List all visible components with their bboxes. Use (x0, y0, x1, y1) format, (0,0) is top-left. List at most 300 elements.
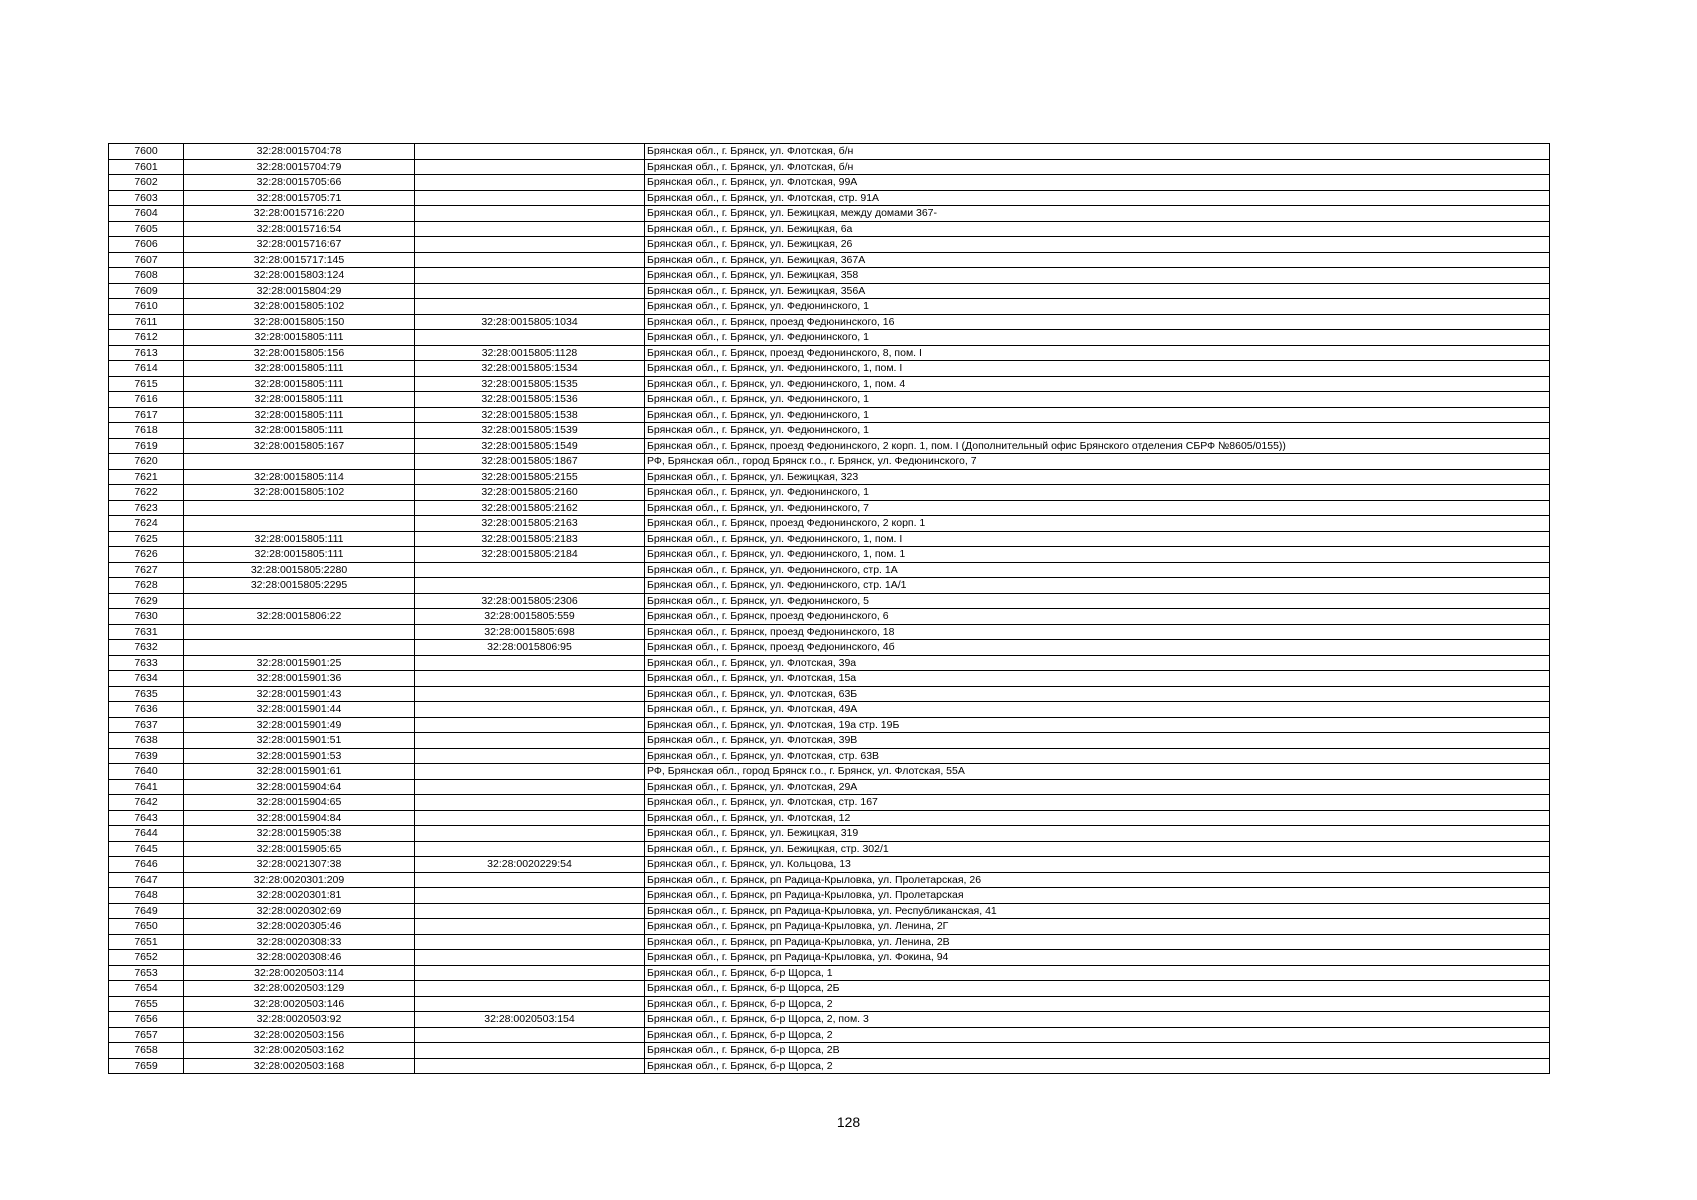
row-number-cell: 7640 (109, 764, 184, 780)
row-number-cell: 7646 (109, 857, 184, 873)
row-number-cell: 7655 (109, 996, 184, 1012)
land-cadastral-number-cell: 32:28:0015806:22 (184, 609, 415, 625)
address-cell: Брянская обл., г. Брянск, ул. Флотская, 29А (645, 779, 1550, 795)
object-cadastral-number-cell (415, 826, 645, 842)
object-cadastral-number-cell (415, 950, 645, 966)
address-cell: РФ, Брянская обл., город Брянск г.о., г. Брянск, ул. Федюнинского, 7 (645, 454, 1550, 470)
table-row (109, 376, 1550, 392)
object-cadastral-number-cell: 32:28:0015805:1549 (415, 438, 645, 454)
object-cadastral-number-cell (415, 268, 645, 284)
land-cadastral-number-cell: 32:28:0015901:51 (184, 733, 415, 749)
address-cell: Брянская обл., г. Брянск, ул. Федюнинского, стр. 1А/1 (645, 578, 1550, 594)
address-cell: Брянская обл., г. Брянск, ул. Флотская, б/н (645, 144, 1550, 160)
land-cadastral-number-cell: 32:28:0015805:111 (184, 547, 415, 563)
row-number-cell: 7637 (109, 717, 184, 733)
row-number-cell: 7656 (109, 1012, 184, 1028)
address-cell: Брянская обл., г. Брянск, проезд Федюнинского, 2 корп. 1, пом. I (Дополнительный офис Брянского отделения СБРФ №8605/0155)) (645, 438, 1550, 454)
address-cell: Брянская обл., г. Брянск, ул. Бежицкая, 323 (645, 469, 1550, 485)
land-cadastral-number-cell: 32:28:0015805:114 (184, 469, 415, 485)
land-cadastral-number-cell: 32:28:0020503:129 (184, 981, 415, 997)
table-row (109, 872, 1550, 888)
land-cadastral-number-cell: 32:28:0015904:64 (184, 779, 415, 795)
table-row (109, 469, 1550, 485)
land-cadastral-number-cell: 32:28:0015805:111 (184, 531, 415, 547)
row-number-cell: 7625 (109, 531, 184, 547)
row-number-cell: 7600 (109, 144, 184, 160)
land-cadastral-number-cell: 32:28:0015716:54 (184, 221, 415, 237)
row-number-cell: 7603 (109, 190, 184, 206)
row-number-cell: 7619 (109, 438, 184, 454)
land-cadastral-number-cell: 32:28:0015805:111 (184, 330, 415, 346)
table-row (109, 764, 1550, 780)
address-cell: Брянская обл., г. Брянск, проезд Федюнинского, 18 (645, 624, 1550, 640)
object-cadastral-number-cell: 32:28:0015805:2184 (415, 547, 645, 563)
row-number-cell: 7659 (109, 1058, 184, 1074)
land-cadastral-number-cell: 32:28:0015901:53 (184, 748, 415, 764)
table-row (109, 1058, 1550, 1074)
table-row (109, 826, 1550, 842)
row-number-cell: 7649 (109, 903, 184, 919)
address-cell: Брянская обл., г. Брянск, б-р Щорса, 2, пом. 3 (645, 1012, 1550, 1028)
land-cadastral-number-cell: 32:28:0020503:92 (184, 1012, 415, 1028)
address-cell: Брянская обл., г. Брянск, ул. Федюнинского, 5 (645, 593, 1550, 609)
object-cadastral-number-cell (415, 779, 645, 795)
table-row (109, 609, 1550, 625)
table-row (109, 345, 1550, 361)
land-cadastral-number-cell: 32:28:0015901:36 (184, 671, 415, 687)
row-number-cell: 7613 (109, 345, 184, 361)
row-number-cell: 7639 (109, 748, 184, 764)
address-cell: Брянская обл., г. Брянск, ул. Бежицкая, 319 (645, 826, 1550, 842)
object-cadastral-number-cell: 32:28:0015805:2162 (415, 500, 645, 516)
table-row (109, 857, 1550, 873)
object-cadastral-number-cell (415, 330, 645, 346)
address-cell: Брянская обл., г. Брянск, ул. Федюнинского, стр. 1А (645, 562, 1550, 578)
land-cadastral-number-cell (184, 516, 415, 532)
row-number-cell: 7623 (109, 500, 184, 516)
table-row (109, 531, 1550, 547)
object-cadastral-number-cell: 32:28:0015806:95 (415, 640, 645, 656)
row-number-cell: 7624 (109, 516, 184, 532)
table-row (109, 965, 1550, 981)
land-cadastral-number-cell: 32:28:0015705:66 (184, 175, 415, 191)
table-row (109, 717, 1550, 733)
table-row (109, 950, 1550, 966)
table-row (109, 934, 1550, 950)
address-cell: Брянская обл., г. Брянск, ул. Федюнинского, 1 (645, 392, 1550, 408)
address-cell: Брянская обл., г. Брянск, ул. Кольцова, 13 (645, 857, 1550, 873)
address-cell: Брянская обл., г. Брянск, рп Радица-Крыловка, ул. Фокина, 94 (645, 950, 1550, 966)
row-number-cell: 7627 (109, 562, 184, 578)
table-row (109, 268, 1550, 284)
row-number-cell: 7648 (109, 888, 184, 904)
row-number-cell: 7630 (109, 609, 184, 625)
table-row (109, 686, 1550, 702)
row-number-cell: 7604 (109, 206, 184, 222)
land-cadastral-number-cell: 32:28:0020301:81 (184, 888, 415, 904)
row-number-cell: 7612 (109, 330, 184, 346)
land-cadastral-number-cell (184, 454, 415, 470)
land-cadastral-number-cell: 32:28:0015717:145 (184, 252, 415, 268)
land-cadastral-number-cell: 32:28:0020308:33 (184, 934, 415, 950)
row-number-cell: 7635 (109, 686, 184, 702)
table-row (109, 841, 1550, 857)
address-cell: Брянская обл., г. Брянск, ул. Флотская, 39а (645, 655, 1550, 671)
object-cadastral-number-cell (415, 562, 645, 578)
object-cadastral-number-cell: 32:28:0015805:1538 (415, 407, 645, 423)
row-number-cell: 7610 (109, 299, 184, 315)
land-cadastral-number-cell: 32:28:0015805:111 (184, 361, 415, 377)
land-cadastral-number-cell: 32:28:0015805:102 (184, 299, 415, 315)
address-cell: Брянская обл., г. Брянск, ул. Федюнинского, 7 (645, 500, 1550, 516)
land-cadastral-number-cell: 32:28:0015803:124 (184, 268, 415, 284)
land-cadastral-number-cell: 32:28:0015705:71 (184, 190, 415, 206)
address-cell: Брянская обл., г. Брянск, ул. Флотская, б/н (645, 159, 1550, 175)
object-cadastral-number-cell: 32:28:0015805:1539 (415, 423, 645, 439)
land-cadastral-number-cell: 32:28:0015805:111 (184, 376, 415, 392)
land-cadastral-number-cell: 32:28:0015901:44 (184, 702, 415, 718)
land-cadastral-number-cell: 32:28:0015904:65 (184, 795, 415, 811)
land-cadastral-number-cell: 32:28:0015805:111 (184, 407, 415, 423)
table-row (109, 1043, 1550, 1059)
address-cell: Брянская обл., г. Брянск, рп Радица-Крыловка, ул. Пролетарская, 26 (645, 872, 1550, 888)
table-row (109, 221, 1550, 237)
row-number-cell: 7638 (109, 733, 184, 749)
table-row (109, 624, 1550, 640)
table-row (109, 702, 1550, 718)
address-cell: Брянская обл., г. Брянск, ул. Бежицкая, стр. 302/1 (645, 841, 1550, 857)
address-cell: Брянская обл., г. Брянск, проезд Федюнинского, 6 (645, 609, 1550, 625)
land-cadastral-number-cell: 32:28:0015904:84 (184, 810, 415, 826)
table-row (109, 314, 1550, 330)
row-number-cell: 7651 (109, 934, 184, 950)
address-cell: Брянская обл., г. Брянск, ул. Флотская, 99А (645, 175, 1550, 191)
address-cell: Брянская обл., г. Брянск, ул. Федюнинского, 1 (645, 423, 1550, 439)
address-cell: Брянская обл., г. Брянск, ул. Флотская, 39В (645, 733, 1550, 749)
address-cell: Брянская обл., г. Брянск, ул. Флотская, 63Б (645, 686, 1550, 702)
object-cadastral-number-cell: 32:28:0015805:559 (415, 609, 645, 625)
address-cell: Брянская обл., г. Брянск, проезд Федюнинского, 2 корп. 1 (645, 516, 1550, 532)
object-cadastral-number-cell: 32:28:0015805:2163 (415, 516, 645, 532)
registry-table (108, 143, 1550, 1074)
row-number-cell: 7633 (109, 655, 184, 671)
land-cadastral-number-cell: 32:28:0015901:43 (184, 686, 415, 702)
land-cadastral-number-cell: 32:28:0015804:29 (184, 283, 415, 299)
row-number-cell: 7647 (109, 872, 184, 888)
row-number-cell: 7621 (109, 469, 184, 485)
row-number-cell: 7602 (109, 175, 184, 191)
object-cadastral-number-cell (415, 872, 645, 888)
address-cell: Брянская обл., г. Брянск, ул. Федюнинского, 1 (645, 299, 1550, 315)
object-cadastral-number-cell (415, 221, 645, 237)
land-cadastral-number-cell: 32:28:0020503:146 (184, 996, 415, 1012)
address-cell: РФ, Брянская обл., город Брянск г.о., г. Брянск, ул. Флотская, 55А (645, 764, 1550, 780)
address-cell: Брянская обл., г. Брянск, рп Радица-Крыловка, ул. Республиканская, 41 (645, 903, 1550, 919)
address-cell: Брянская обл., г. Брянск, ул. Федюнинского, 1, пом. I (645, 531, 1550, 547)
row-number-cell: 7643 (109, 810, 184, 826)
table-row (109, 159, 1550, 175)
address-cell: Брянская обл., г. Брянск, б-р Щорса, 2 (645, 1027, 1550, 1043)
table-row (109, 733, 1550, 749)
object-cadastral-number-cell: 32:28:0015805:1128 (415, 345, 645, 361)
row-number-cell: 7620 (109, 454, 184, 470)
object-cadastral-number-cell (415, 965, 645, 981)
table-row (109, 578, 1550, 594)
address-cell: Брянская обл., г. Брянск, ул. Бежицкая, 358 (645, 268, 1550, 284)
row-number-cell: 7632 (109, 640, 184, 656)
land-cadastral-number-cell: 32:28:0015805:2295 (184, 578, 415, 594)
address-cell: Брянская обл., г. Брянск, ул. Флотская, 12 (645, 810, 1550, 826)
address-cell: Брянская обл., г. Брянск, б-р Щорса, 2Б (645, 981, 1550, 997)
table-row (109, 438, 1550, 454)
table-row (109, 206, 1550, 222)
row-number-cell: 7626 (109, 547, 184, 563)
row-number-cell: 7629 (109, 593, 184, 609)
land-cadastral-number-cell: 32:28:0015805:2280 (184, 562, 415, 578)
object-cadastral-number-cell (415, 144, 645, 160)
address-cell: Брянская обл., г. Брянск, рп Радица-Крыловка, ул. Ленина, 2В (645, 934, 1550, 950)
table-row (109, 640, 1550, 656)
table-row (109, 516, 1550, 532)
table-row (109, 1027, 1550, 1043)
address-cell: Брянская обл., г. Брянск, ул. Флотская, 15а (645, 671, 1550, 687)
address-cell: Брянская обл., г. Брянск, ул. Федюнинского, 1, пом. 1 (645, 547, 1550, 563)
address-cell: Брянская обл., г. Брянск, ул. Флотская, стр. 91А (645, 190, 1550, 206)
object-cadastral-number-cell: 32:28:0015805:2155 (415, 469, 645, 485)
object-cadastral-number-cell (415, 237, 645, 253)
land-cadastral-number-cell: 32:28:0015805:167 (184, 438, 415, 454)
table-row (109, 330, 1550, 346)
row-number-cell: 7645 (109, 841, 184, 857)
address-cell: Брянская обл., г. Брянск, ул. Флотская, 49А (645, 702, 1550, 718)
address-cell: Брянская обл., г. Брянск, ул. Федюнинского, 1, пом. I (645, 361, 1550, 377)
address-cell: Брянская обл., г. Брянск, ул. Федюнинского, 1 (645, 407, 1550, 423)
table-row (109, 500, 1550, 516)
land-cadastral-number-cell: 32:28:0020308:46 (184, 950, 415, 966)
object-cadastral-number-cell (415, 1058, 645, 1074)
object-cadastral-number-cell (415, 1043, 645, 1059)
land-cadastral-number-cell: 32:28:0020503:162 (184, 1043, 415, 1059)
table-row (109, 485, 1550, 501)
land-cadastral-number-cell (184, 624, 415, 640)
table-row (109, 655, 1550, 671)
object-cadastral-number-cell (415, 810, 645, 826)
row-number-cell: 7642 (109, 795, 184, 811)
object-cadastral-number-cell: 32:28:0015805:1535 (415, 376, 645, 392)
object-cadastral-number-cell (415, 578, 645, 594)
land-cadastral-number-cell: 32:28:0015805:150 (184, 314, 415, 330)
address-cell: Брянская обл., г. Брянск, ул. Бежицкая, 367А (645, 252, 1550, 268)
land-cadastral-number-cell: 32:28:0015805:111 (184, 392, 415, 408)
land-cadastral-number-cell: 32:28:0020503:168 (184, 1058, 415, 1074)
address-cell: Брянская обл., г. Брянск, проезд Федюнинского, 16 (645, 314, 1550, 330)
land-cadastral-number-cell: 32:28:0021307:38 (184, 857, 415, 873)
row-number-cell: 7609 (109, 283, 184, 299)
row-number-cell: 7606 (109, 237, 184, 253)
row-number-cell: 7631 (109, 624, 184, 640)
land-cadastral-number-cell: 32:28:0015704:78 (184, 144, 415, 160)
row-number-cell: 7652 (109, 950, 184, 966)
table-row (109, 361, 1550, 377)
table-row (109, 144, 1550, 160)
object-cadastral-number-cell (415, 733, 645, 749)
land-cadastral-number-cell: 32:28:0015901:61 (184, 764, 415, 780)
row-number-cell: 7653 (109, 965, 184, 981)
land-cadastral-number-cell: 32:28:0015704:79 (184, 159, 415, 175)
row-number-cell: 7615 (109, 376, 184, 392)
table-row (109, 996, 1550, 1012)
table-row (109, 593, 1550, 609)
address-cell: Брянская обл., г. Брянск, ул. Бежицкая, между домами 367- (645, 206, 1550, 222)
row-number-cell: 7618 (109, 423, 184, 439)
table-row (109, 888, 1550, 904)
row-number-cell: 7657 (109, 1027, 184, 1043)
land-cadastral-number-cell: 32:28:0020305:46 (184, 919, 415, 935)
object-cadastral-number-cell (415, 159, 645, 175)
object-cadastral-number-cell (415, 206, 645, 222)
row-number-cell: 7654 (109, 981, 184, 997)
object-cadastral-number-cell (415, 795, 645, 811)
table-row (109, 175, 1550, 191)
object-cadastral-number-cell (415, 702, 645, 718)
table-row (109, 748, 1550, 764)
object-cadastral-number-cell (415, 888, 645, 904)
object-cadastral-number-cell (415, 981, 645, 997)
table-row (109, 283, 1550, 299)
object-cadastral-number-cell (415, 686, 645, 702)
address-cell: Брянская обл., г. Брянск, б-р Щорса, 2 (645, 996, 1550, 1012)
object-cadastral-number-cell (415, 841, 645, 857)
address-cell: Брянская обл., г. Брянск, ул. Бежицкая, 26 (645, 237, 1550, 253)
table-row (109, 407, 1550, 423)
row-number-cell: 7601 (109, 159, 184, 175)
land-cadastral-number-cell: 32:28:0015716:67 (184, 237, 415, 253)
land-cadastral-number-cell (184, 640, 415, 656)
table-row (109, 252, 1550, 268)
address-cell: Брянская обл., г. Брянск, ул. Федюнинского, 1 (645, 485, 1550, 501)
land-cadastral-number-cell: 32:28:0015805:156 (184, 345, 415, 361)
table-row (109, 779, 1550, 795)
object-cadastral-number-cell: 32:28:0015805:698 (415, 624, 645, 640)
row-number-cell: 7611 (109, 314, 184, 330)
address-cell: Брянская обл., г. Брянск, ул. Флотская, 19а стр. 19Б (645, 717, 1550, 733)
address-cell: Брянская обл., г. Брянск, ул. Бежицкая, 356А (645, 283, 1550, 299)
object-cadastral-number-cell: 32:28:0020229:54 (415, 857, 645, 873)
object-cadastral-number-cell (415, 764, 645, 780)
row-number-cell: 7622 (109, 485, 184, 501)
object-cadastral-number-cell (415, 748, 645, 764)
object-cadastral-number-cell (415, 934, 645, 950)
land-cadastral-number-cell: 32:28:0015805:111 (184, 423, 415, 439)
row-number-cell: 7644 (109, 826, 184, 842)
row-number-cell: 7616 (109, 392, 184, 408)
object-cadastral-number-cell: 32:28:0015805:1034 (415, 314, 645, 330)
row-number-cell: 7634 (109, 671, 184, 687)
land-cadastral-number-cell: 32:28:0020503:156 (184, 1027, 415, 1043)
row-number-cell: 7605 (109, 221, 184, 237)
table-row (109, 423, 1550, 439)
object-cadastral-number-cell (415, 903, 645, 919)
row-number-cell: 7628 (109, 578, 184, 594)
object-cadastral-number-cell: 32:28:0020503:154 (415, 1012, 645, 1028)
object-cadastral-number-cell (415, 283, 645, 299)
object-cadastral-number-cell (415, 919, 645, 935)
object-cadastral-number-cell (415, 175, 645, 191)
address-cell: Брянская обл., г. Брянск, рп Радица-Крыловка, ул. Пролетарская (645, 888, 1550, 904)
address-cell: Брянская обл., г. Брянск, проезд Федюнинского, 8, пом. I (645, 345, 1550, 361)
object-cadastral-number-cell (415, 717, 645, 733)
table-row (109, 903, 1550, 919)
object-cadastral-number-cell: 32:28:0015805:1867 (415, 454, 645, 470)
table-row (109, 562, 1550, 578)
object-cadastral-number-cell: 32:28:0015805:1534 (415, 361, 645, 377)
object-cadastral-number-cell (415, 655, 645, 671)
address-cell: Брянская обл., г. Брянск, рп Радица-Крыловка, ул. Ленина, 2Г (645, 919, 1550, 935)
land-cadastral-number-cell: 32:28:0020301:209 (184, 872, 415, 888)
page-number: 128 (836, 1114, 861, 1130)
address-cell: Брянская обл., г. Брянск, ул. Федюнинского, 1, пом. 4 (645, 376, 1550, 392)
table-row (109, 795, 1550, 811)
object-cadastral-number-cell: 32:28:0015805:2183 (415, 531, 645, 547)
address-cell: Брянская обл., г. Брянск, ул. Бежицкая, 6а (645, 221, 1550, 237)
table-row (109, 392, 1550, 408)
address-cell: Брянская обл., г. Брянск, б-р Щорса, 2В (645, 1043, 1550, 1059)
table-row (109, 299, 1550, 315)
table-row (109, 547, 1550, 563)
table-row (109, 671, 1550, 687)
land-cadastral-number-cell: 32:28:0015905:65 (184, 841, 415, 857)
object-cadastral-number-cell (415, 299, 645, 315)
address-cell: Брянская обл., г. Брянск, б-р Щорса, 1 (645, 965, 1550, 981)
land-cadastral-number-cell: 32:28:0015901:49 (184, 717, 415, 733)
address-cell: Брянская обл., г. Брянск, б-р Щорса, 2 (645, 1058, 1550, 1074)
land-cadastral-number-cell: 32:28:0015901:25 (184, 655, 415, 671)
table-row (109, 190, 1550, 206)
address-cell: Брянская обл., г. Брянск, проезд Федюнинского, 4б (645, 640, 1550, 656)
table-row (109, 981, 1550, 997)
object-cadastral-number-cell: 32:28:0015805:2160 (415, 485, 645, 501)
registry-table-body (109, 144, 1550, 1074)
address-cell: Брянская обл., г. Брянск, ул. Флотская, стр. 63В (645, 748, 1550, 764)
row-number-cell: 7614 (109, 361, 184, 377)
row-number-cell: 7636 (109, 702, 184, 718)
table-row (109, 1012, 1550, 1028)
address-cell: Брянская обл., г. Брянск, ул. Флотская, стр. 167 (645, 795, 1550, 811)
address-cell: Брянская обл., г. Брянск, ул. Федюнинского, 1 (645, 330, 1550, 346)
table-row (109, 919, 1550, 935)
object-cadastral-number-cell (415, 671, 645, 687)
object-cadastral-number-cell (415, 190, 645, 206)
row-number-cell: 7641 (109, 779, 184, 795)
row-number-cell: 7608 (109, 268, 184, 284)
object-cadastral-number-cell: 32:28:0015805:1536 (415, 392, 645, 408)
row-number-cell: 7617 (109, 407, 184, 423)
row-number-cell: 7650 (109, 919, 184, 935)
object-cadastral-number-cell (415, 1027, 645, 1043)
table-row (109, 810, 1550, 826)
table-row (109, 454, 1550, 470)
land-cadastral-number-cell (184, 593, 415, 609)
land-cadastral-number-cell: 32:28:0015716:220 (184, 206, 415, 222)
object-cadastral-number-cell: 32:28:0015805:2306 (415, 593, 645, 609)
table-row (109, 237, 1550, 253)
object-cadastral-number-cell (415, 252, 645, 268)
land-cadastral-number-cell: 32:28:0015905:38 (184, 826, 415, 842)
land-cadastral-number-cell: 32:28:0020503:114 (184, 965, 415, 981)
land-cadastral-number-cell: 32:28:0020302:69 (184, 903, 415, 919)
row-number-cell: 7658 (109, 1043, 184, 1059)
land-cadastral-number-cell: 32:28:0015805:102 (184, 485, 415, 501)
